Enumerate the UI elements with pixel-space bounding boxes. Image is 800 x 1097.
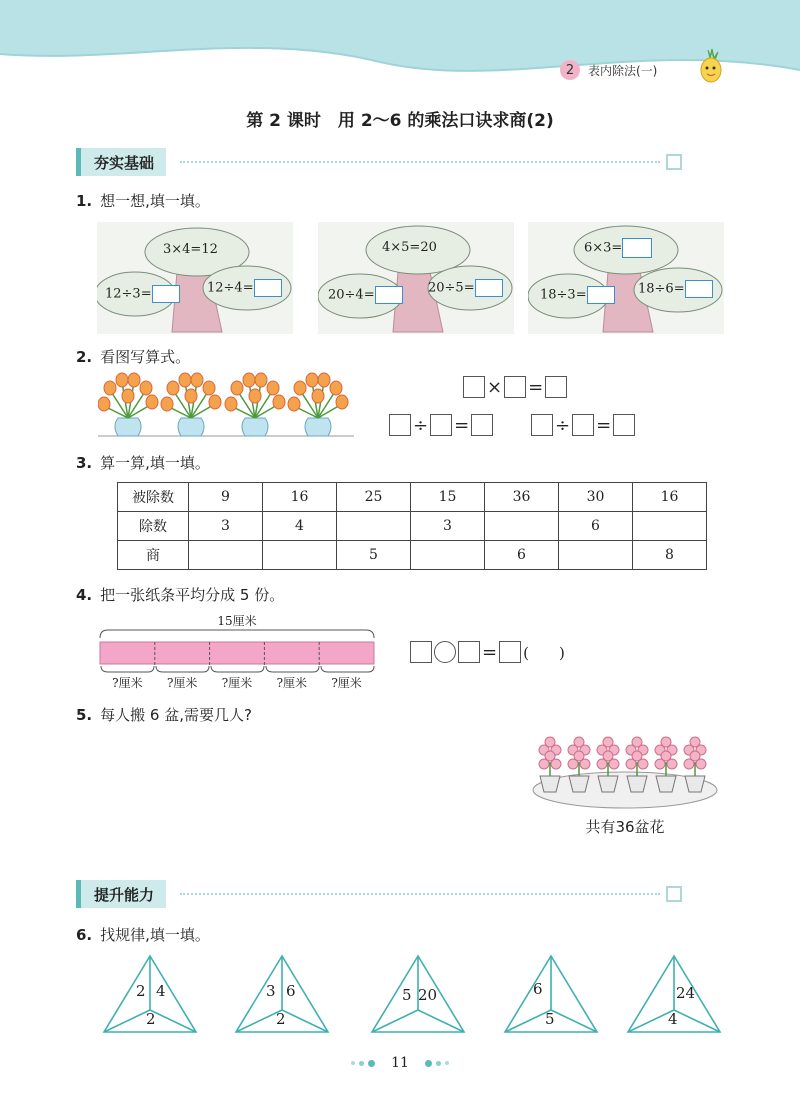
answer-box[interactable]	[410, 641, 432, 663]
question-number: 3.	[76, 454, 93, 472]
footer-dot	[436, 1061, 441, 1066]
fact-tree-3	[528, 222, 724, 334]
answer-blank[interactable]	[622, 238, 652, 258]
table-cell: 商	[118, 541, 189, 570]
table-cell: 3	[189, 512, 263, 541]
chapter-number: 2	[560, 60, 580, 80]
unit-paren: ( )	[523, 643, 565, 662]
flower-pots-icon	[530, 734, 720, 810]
answer-blank[interactable]	[152, 285, 180, 303]
chapter-name: 表内除法(一)	[588, 63, 658, 78]
table-cell: 6	[559, 512, 633, 541]
page-number: 11	[391, 1055, 409, 1071]
triangle-right-number: 6	[286, 982, 296, 1000]
question-number: 1.	[76, 192, 93, 210]
divide-sign: ÷	[555, 414, 571, 436]
footer-dot	[425, 1060, 432, 1067]
question-3	[76, 452, 210, 473]
question-text: 算一算,填一填。	[100, 454, 210, 472]
answer-blank[interactable]	[685, 280, 713, 298]
table-row	[118, 483, 707, 512]
footer-dot	[359, 1061, 364, 1066]
section-label: 提升能力	[76, 880, 166, 908]
table-cell: 3	[411, 512, 485, 541]
tulip-vases-icon	[98, 372, 354, 438]
divide-sign: ÷	[413, 414, 429, 436]
segment-label: ?厘米	[331, 676, 362, 690]
question-number: 2.	[76, 348, 93, 366]
question-4	[76, 584, 284, 605]
equals-sign: =	[528, 376, 544, 398]
answer-box[interactable]	[545, 376, 567, 398]
triangle-left-number: 2	[136, 982, 146, 1000]
answer-box[interactable]	[504, 376, 526, 398]
equals-sign: =	[482, 641, 498, 663]
question-1	[76, 190, 210, 211]
triangle-bottom-number: 2	[276, 1010, 286, 1028]
triangle-bottom-number: 5	[545, 1010, 555, 1028]
triangle-right-number: 4	[156, 982, 166, 1000]
table-cell[interactable]	[485, 512, 559, 541]
table-cell: 除数	[118, 512, 189, 541]
table-row	[118, 541, 707, 570]
segment-labels	[100, 674, 374, 691]
segment-label: ?厘米	[221, 676, 253, 690]
table-cell: 25	[337, 483, 411, 512]
question-text: 看图写算式。	[100, 348, 191, 366]
table-cell: 16	[633, 483, 707, 512]
segment-label: ?厘米	[276, 676, 307, 690]
pattern-triangle	[234, 954, 330, 1034]
table-cell[interactable]	[337, 512, 411, 541]
triangle-bottom-number: 4	[668, 1010, 678, 1028]
section-header-advance	[76, 880, 682, 908]
tree-top-fact: 4×5=20	[382, 240, 437, 255]
header-band	[0, 0, 800, 92]
pattern-triangle	[102, 954, 198, 1034]
answer-box[interactable]	[463, 376, 485, 398]
table-cell[interactable]	[189, 541, 263, 570]
section-label: 夯实基础	[76, 148, 166, 176]
pineapple-mascot-icon	[692, 46, 728, 86]
answer-box[interactable]	[430, 414, 452, 436]
question-2	[76, 346, 190, 367]
footer-dot	[368, 1060, 375, 1067]
division-equation-2	[531, 414, 635, 436]
tree-left-fact: 18÷3=	[540, 287, 587, 303]
chapter-badge	[560, 58, 657, 82]
table-cell: 被除数	[118, 483, 189, 512]
pattern-triangle	[370, 954, 466, 1034]
segment-label: ?厘米	[166, 676, 198, 690]
pattern-triangle	[626, 954, 722, 1034]
pattern-triangle	[503, 954, 599, 1034]
answer-blank[interactable]	[587, 286, 615, 304]
question-text: 想一想,填一填。	[100, 192, 210, 210]
strip-equation	[410, 641, 565, 663]
question-text: 找规律,填一填。	[100, 926, 210, 944]
lesson-title: 第 2 课时 用 2～6 的乘法口诀求商(2)	[246, 111, 554, 131]
fact-tree-1	[97, 222, 293, 334]
table-cell: 4	[263, 512, 337, 541]
paper-strip-diagram	[98, 626, 376, 674]
flower-caption: 共有36盆花	[585, 818, 665, 836]
section-header-basics	[76, 148, 682, 176]
question-5	[76, 704, 252, 725]
table-cell[interactable]	[559, 541, 633, 570]
question-text: 把一张纸条平均分成 5 份。	[100, 586, 285, 604]
question-text: 每人搬 6 盆,需要几人?	[100, 706, 252, 724]
triangle-left-number: 3	[266, 982, 276, 1000]
table-cell: 30	[559, 483, 633, 512]
tree-top-fact: 3×4=12	[163, 242, 218, 257]
section-end-square	[666, 886, 682, 902]
table-cell: 16	[263, 483, 337, 512]
tree-icon	[97, 222, 293, 334]
table-cell[interactable]	[411, 541, 485, 570]
footer-dot	[445, 1061, 449, 1065]
tree-left-fact: 20÷4=	[328, 287, 375, 303]
tree-top-fact: 6×3=	[584, 240, 623, 256]
question-number: 4.	[76, 586, 93, 604]
multiplication-equation	[463, 376, 567, 398]
answer-box[interactable]	[471, 414, 493, 436]
triangle-right-number: 24	[676, 984, 696, 1002]
table-cell: 9	[189, 483, 263, 512]
answer-box[interactable]	[499, 641, 521, 663]
table-row	[118, 512, 707, 541]
table-cell: 6	[485, 541, 559, 570]
strip-total-label: 15厘米	[217, 614, 257, 628]
footer-dot	[351, 1061, 355, 1065]
division-table	[117, 482, 707, 570]
answer-blank[interactable]	[375, 286, 403, 304]
equals-sign: =	[454, 414, 470, 436]
table-cell[interactable]	[633, 512, 707, 541]
table-cell[interactable]	[263, 541, 337, 570]
answer-box[interactable]	[531, 414, 553, 436]
tree-right-fact: 12÷4=	[207, 280, 254, 296]
answer-box[interactable]	[613, 414, 635, 436]
times-sign: ×	[487, 376, 503, 398]
question-number: 5.	[76, 706, 93, 724]
table-cell: 8	[633, 541, 707, 570]
triangle-bottom-number: 2	[146, 1010, 156, 1028]
answer-box[interactable]	[572, 414, 594, 436]
tree-icon	[318, 222, 514, 334]
triangle-left-number: 5	[402, 986, 412, 1004]
dotted-divider	[180, 161, 660, 163]
page-footer	[0, 1055, 800, 1071]
segment-label: ?厘米	[112, 676, 143, 690]
tree-right-fact: 20÷5=	[428, 280, 475, 296]
operator-circle[interactable]	[434, 641, 456, 663]
answer-blank[interactable]	[254, 279, 282, 297]
answer-blank[interactable]	[475, 279, 503, 297]
section-end-square	[666, 154, 682, 170]
table-cell: 36	[485, 483, 559, 512]
triangle-right-number: 20	[418, 986, 438, 1004]
question-6	[76, 924, 210, 945]
answer-box[interactable]	[458, 641, 480, 663]
division-equation-1	[389, 414, 493, 436]
fact-tree-2	[318, 222, 514, 334]
tree-left-fact: 12÷3=	[105, 286, 152, 302]
equals-sign: =	[596, 414, 612, 436]
dotted-divider	[180, 893, 660, 895]
table-cell: 15	[411, 483, 485, 512]
triangle-left-number: 6	[533, 980, 543, 998]
answer-box[interactable]	[389, 414, 411, 436]
tree-right-fact: 18÷6=	[638, 281, 685, 297]
question-number: 6.	[76, 926, 93, 944]
table-cell: 5	[337, 541, 411, 570]
